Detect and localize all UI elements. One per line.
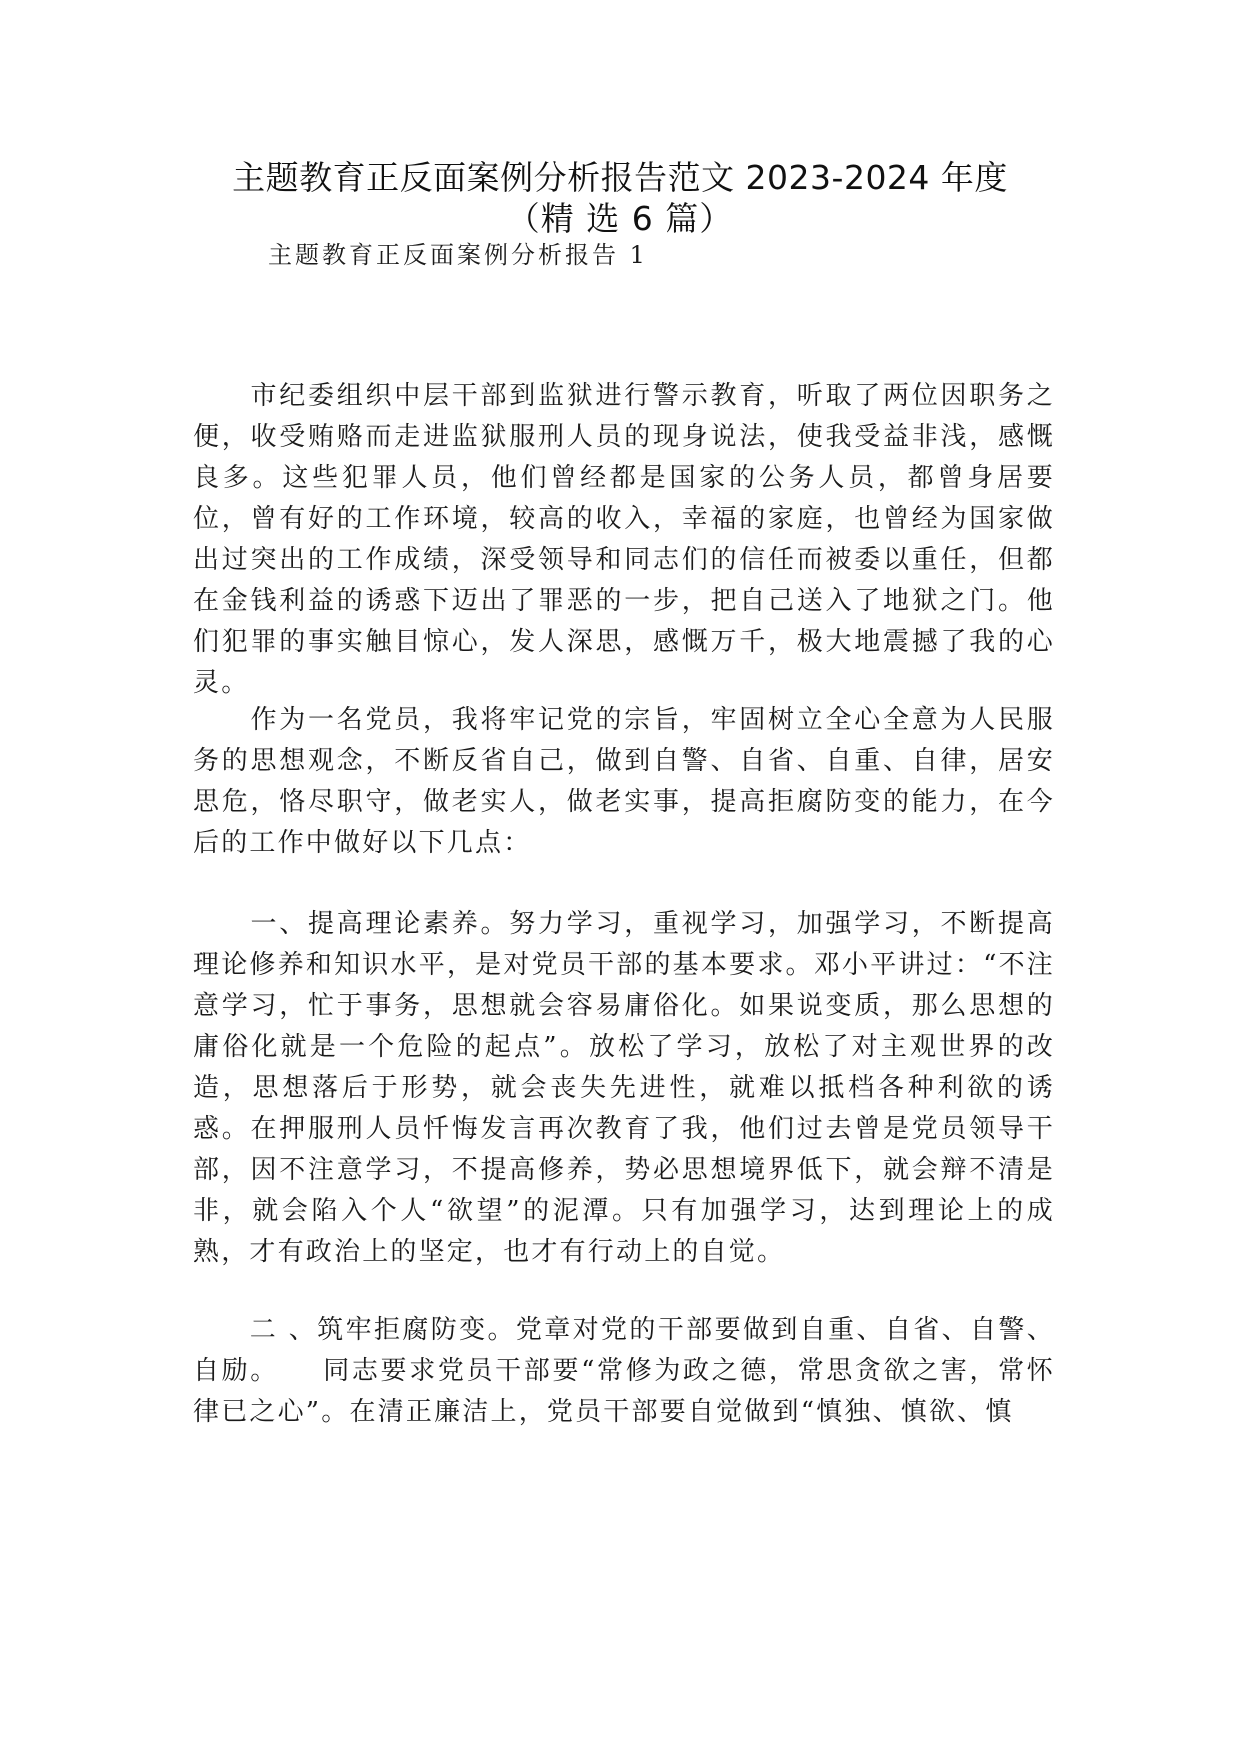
body-paragraph: 一、提高理论素养。努力学习，重视学习，加强学习，不断提高理论修养和知识水平，是对党员干部的基本要求。邓小平讲过：“不注意学习，忙于事务，思想就会容易庸俗化。如果说变质，那么思想的庸俗化就是一个危险的起点”。放松了学习，放松了对主观世界的改造，思想落后于形势，就会丧失先进性，就难以抵档各种利欲的诱惑。在押服刑人员忏悔发言再次教育了我，他们过去曾是党员领导干部，因不注意学习，不提高修养，势必思想境界低下，就会辩不清是非，就会陷入个人“欲望”的泥潭。只有加强学习，达到理论上的成熟，才有政治上的坚定，也才有行动上的自觉。 (193, 909, 1055, 1267)
section-subtitle: 主题教育正反面案例分析报告 1 (268, 241, 648, 269)
document-title-line1: 主题教育正反面案例分析报告范文 2023-2024 年度 (232, 158, 1008, 197)
body-paragraph: 二 、筑牢拒腐防变。党章对党的干部要做到自重、自省、自警、自励。 同志要求党员干部要“常修为政之德，常思贪欲之害，常怀律已之心”。在清正廉洁上，党员干部要自觉做到“慎独、慎欲、慎 (193, 1315, 1055, 1427)
body-paragraph: 作为一名党员，我将牢记党的宗旨，牢固树立全心全意为人民服务的思想观念，不断反省自己，做到自警、自省、自重、自律，居安思危，恪尽职守，做老实人，做老实事，提高拒腐防变的能力，在今后的工作中做好以下几点： (193, 705, 1055, 858)
body-paragraph: 市纪委组织中层干部到监狱进行警示教育，听取了两位因职务之便，收受贿赂而走进监狱服刑人员的现身说法，使我受益非浅，感慨良多。这些犯罪人员，他们曾经都是国家的公务人员，都曾身居要位，曾有好的工作环境，较高的收入，幸福的家庭，也曾经为国家做出过突出的工作成绩，深受领导和同志们的信任而被委以重任，但都在金钱利益的诱惑下迈出了罪恶的一步，把自己送入了地狱之门。他们犯罪的事实触目惊心，发人深思，感慨万千，极大地震撼了我的心灵。 (193, 381, 1055, 698)
document-title-line2: （精 选 6 篇） (506, 199, 734, 238)
